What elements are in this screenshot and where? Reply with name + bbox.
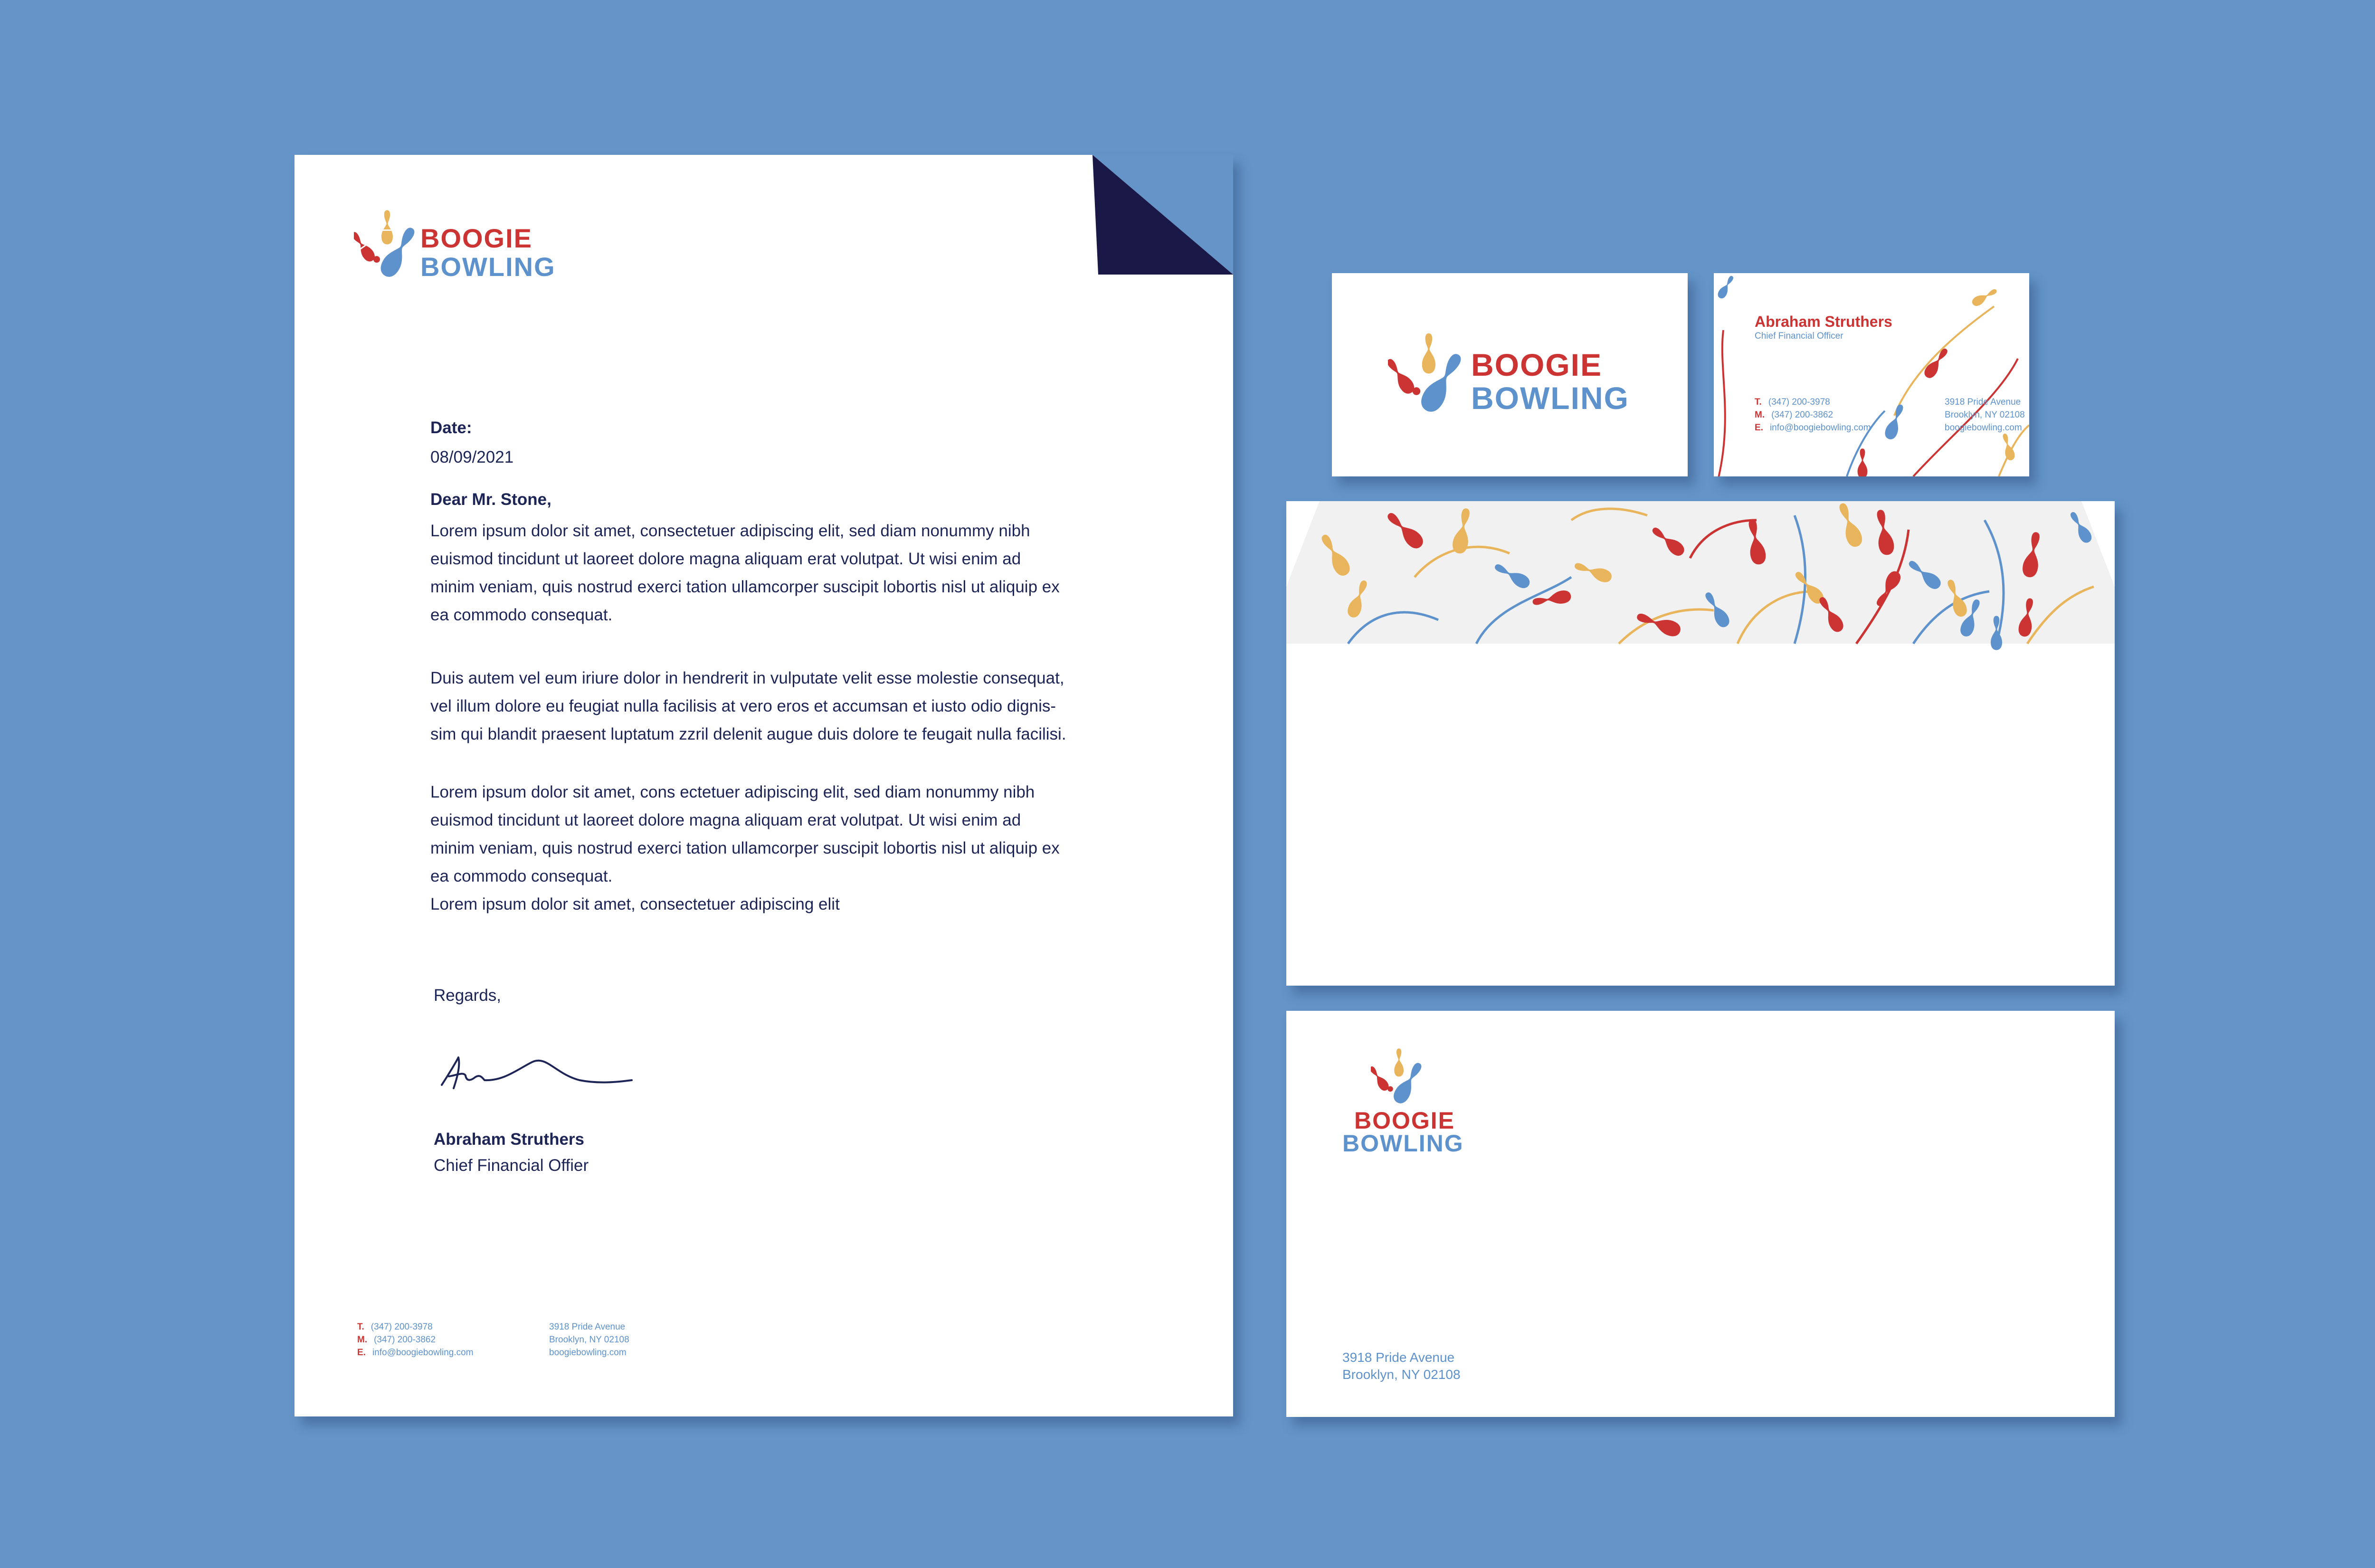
- address-line-1: 3918 Pride Avenue: [1945, 397, 2021, 407]
- card-title: Chief Financial Officer: [1755, 331, 1843, 341]
- text-line: ea commodo consequat.: [430, 867, 613, 885]
- phone-label: T.: [357, 1322, 364, 1332]
- text-line: euismod tincidunt ut laoreet dolore magna aliquam erat volutpat. Ut wisi enim ad: [430, 550, 1021, 568]
- text-line: ea commodo consequat.: [430, 606, 613, 624]
- bowling-pins-icon: [1388, 333, 1464, 428]
- card-address-block: [1945, 396, 2025, 434]
- envelope-front: [1286, 1011, 2115, 1417]
- text-line: Lorem ipsum dolor sit amet, cons ectetuer adipiscing elit, sed diam nonummy nibh: [430, 783, 1035, 801]
- email-label: E.: [357, 1348, 366, 1358]
- card-logo: [1388, 333, 1635, 428]
- envelope-back: [1286, 501, 2115, 986]
- website: boogiebowling.com: [549, 1348, 627, 1358]
- phone: (347) 200-3978: [1768, 397, 1830, 407]
- text-line: Duis autem vel eum iriure dolor in hendrerit in vulputate velit esse molestie consequat,: [430, 669, 1064, 687]
- mobile: (347) 200-3862: [374, 1335, 436, 1345]
- letter-address-block: [549, 1321, 629, 1359]
- mobile: (347) 200-3862: [1771, 410, 1834, 420]
- business-card-back: [1714, 273, 2029, 476]
- letterhead-logo: [354, 209, 556, 290]
- letterhead: [294, 155, 1233, 1416]
- pin-pattern: [1714, 273, 2029, 476]
- salutation: Dear Mr. Stone,: [430, 490, 551, 509]
- phone: (347) 200-3978: [370, 1322, 433, 1332]
- logo-word-bowling: BOWLING: [420, 252, 556, 282]
- mobile-label: M.: [1755, 410, 1765, 420]
- text-line: euismod tincidunt ut laoreet dolore magna aliquam erat volutpat. Ut wisi enim ad: [430, 811, 1021, 829]
- envelope-logo: [1342, 1048, 1494, 1157]
- logo-word-boogie: BOOGIE: [1471, 347, 1603, 382]
- address-line-2: Brooklyn, NY 02108: [549, 1335, 629, 1345]
- text-line: Lorem ipsum dolor sit amet, consectetuer adipiscing elit: [430, 895, 840, 913]
- text-line: Lorem ipsum dolor sit amet, consectetuer adipiscing elit, sed diam nonummy nibh: [430, 522, 1030, 540]
- phone-label: T.: [1755, 397, 1762, 407]
- bowling-pins-icon: [354, 209, 416, 290]
- business-card-front: [1332, 273, 1688, 476]
- signature-image: [437, 1048, 636, 1100]
- website: boogiebowling.com: [1945, 423, 2022, 433]
- email: info@boogiebowling.com: [1769, 423, 1871, 433]
- logo-word-boogie: BOOGIE: [420, 223, 533, 253]
- closing: Regards,: [434, 986, 502, 1005]
- mobile-label: M.: [357, 1335, 368, 1345]
- envelope-address-block: [1342, 1349, 1461, 1383]
- page-curl: [1092, 155, 1233, 275]
- text-line: minim veniam, quis nostrud exerci tation ullamcorper suscipit lobortis nisl ut aliquip ex: [430, 578, 1060, 596]
- email: info@boogiebowling.com: [372, 1348, 474, 1358]
- envelope-liner-pattern: [1286, 501, 2115, 986]
- card-contact-block: [1755, 396, 1871, 434]
- logo-word-boogie: BOOGIE: [1354, 1107, 1455, 1134]
- address-line-2: Brooklyn, NY 02108: [1945, 410, 2025, 420]
- bowling-pins-icon: [1371, 1048, 1423, 1114]
- address-line-1: 3918 Pride Avenue: [1342, 1350, 1455, 1365]
- address-line-2: Brooklyn, NY 02108: [1342, 1367, 1461, 1382]
- signer-title: Chief Financial Offier: [434, 1156, 589, 1175]
- email-label: E.: [1755, 423, 1763, 433]
- date-label: Date:: [430, 418, 472, 437]
- text-line: vel illum dolore eu feugiat nulla facilisis at vero eros et accumsan et iusto odio dignis-: [430, 697, 1056, 715]
- text-line: minim veniam, quis nostrud exerci tation ullamcorper suscipit lobortis nisl ut aliquip ex: [430, 839, 1060, 857]
- logo-word-bowling: BOWLING: [1471, 380, 1629, 416]
- paragraph-1: [430, 517, 1060, 629]
- text-line: sim qui blandit praesent luptatum zzril delenit augue duis dolore te feugait nulla facilisi.: [430, 725, 1066, 743]
- signer-name: Abraham Struthers: [434, 1130, 585, 1149]
- paragraph-3: [430, 778, 1060, 918]
- address-line-1: 3918 Pride Avenue: [549, 1322, 626, 1332]
- paragraph-2: [430, 664, 1066, 748]
- card-name: Abraham Struthers: [1755, 313, 1892, 330]
- logo-word-bowling: BOWLING: [1342, 1130, 1464, 1157]
- letter-contact-block: [357, 1321, 474, 1359]
- date-value: 08/09/2021: [430, 448, 514, 466]
